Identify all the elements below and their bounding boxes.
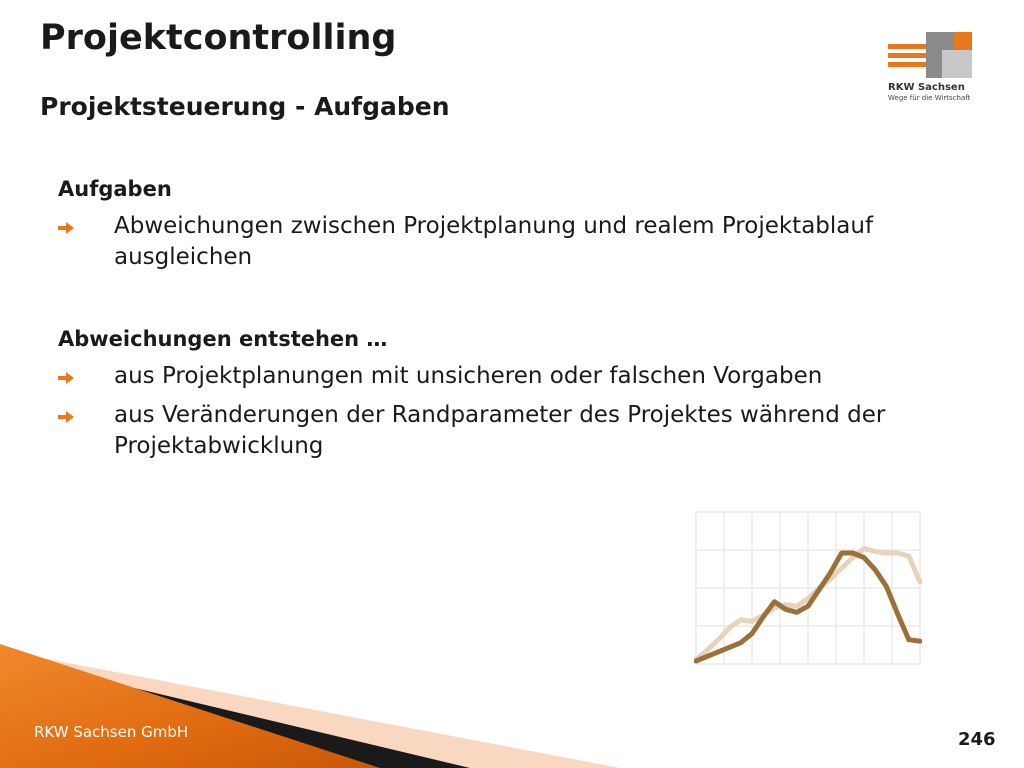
line-chart — [694, 510, 922, 668]
list-item — [58, 361, 998, 392]
section-heading: Aufgaben — [58, 177, 172, 201]
list-item-text: Abweichungen zwischen Projektplanung und realem Projektablauf ausgleichen — [114, 213, 874, 270]
page-number: 246 — [958, 729, 996, 750]
page-title: Projektcontrolling — [40, 18, 397, 58]
section-tasks — [58, 175, 998, 273]
footer-company: RKW Sachsen GmbH — [34, 723, 189, 741]
list-item-text: aus Projektplanungen mit unsicheren oder falschen Vorgaben — [114, 363, 823, 389]
footer-decoration — [0, 636, 620, 768]
arrow-right-icon — [58, 372, 74, 384]
logo-tagline: Wege für die Wirtschaft — [888, 94, 971, 102]
list-item-text: aus Veränderungen der Randparameter des Projektes während der Projektabwicklung — [114, 402, 886, 459]
section-heading: Abweichungen entstehen … — [58, 327, 388, 351]
list-item — [58, 400, 998, 462]
list-item — [58, 211, 998, 273]
page-subtitle: Projektsteuerung - Aufgaben — [40, 92, 450, 121]
logo-name: RKW Sachsen — [888, 82, 965, 93]
arrow-right-icon — [58, 222, 74, 234]
logo-mark-icon — [884, 32, 994, 82]
content-area — [58, 175, 998, 470]
arrow-right-icon — [58, 411, 74, 423]
section-deviations — [58, 325, 998, 462]
company-logo — [884, 32, 994, 104]
